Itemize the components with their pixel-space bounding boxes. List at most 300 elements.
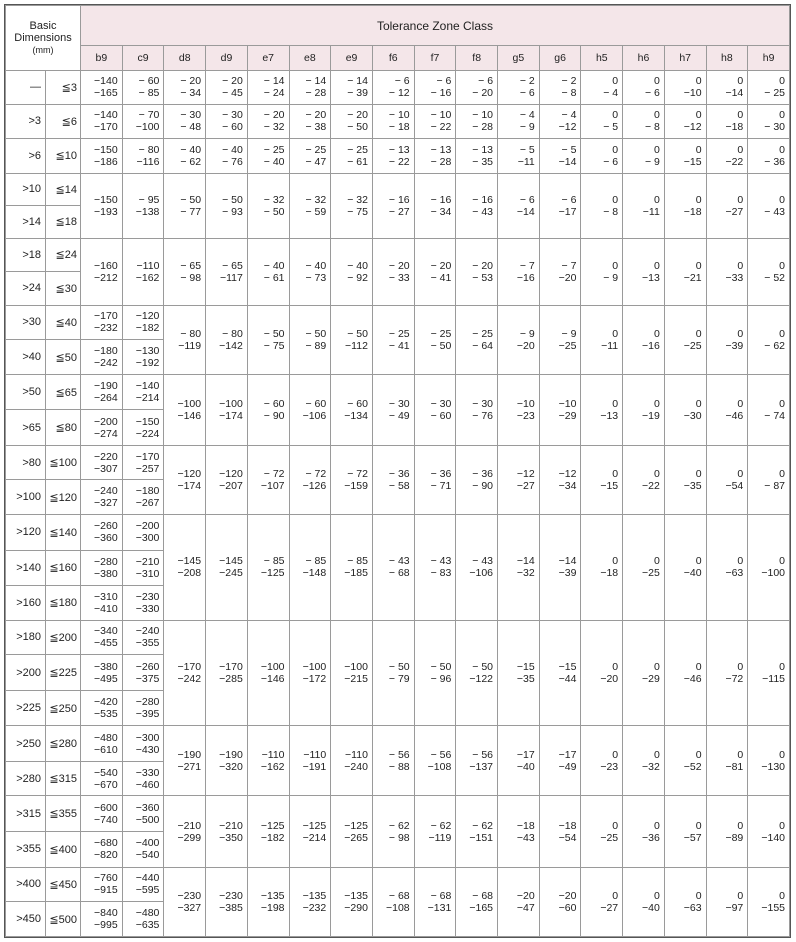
lower-deviation: − 68: [388, 567, 410, 580]
b9-value: [81, 410, 123, 446]
upper-deviation: − 13: [388, 143, 410, 156]
e8-value: [289, 620, 331, 726]
lower-deviation: −32: [516, 567, 535, 580]
lower-deviation: −193: [94, 205, 118, 218]
upper-deviation: −180: [135, 485, 160, 498]
upper-deviation: 0: [779, 467, 785, 480]
upper-deviation: − 4: [519, 109, 535, 122]
lower-deviation: −242: [94, 357, 118, 370]
upper-deviation: −200: [94, 415, 118, 428]
b9-value: [81, 796, 123, 832]
upper-deviation: 0: [737, 193, 744, 206]
lower-deviation: −81: [725, 760, 744, 773]
h8-value: [706, 173, 748, 238]
h8-value: [706, 238, 748, 305]
f8-value: [456, 104, 498, 139]
dimension-upto: ≦225: [46, 655, 81, 691]
upper-deviation: − 30: [472, 397, 494, 410]
h7-value: [664, 620, 706, 726]
upper-deviation: − 60: [138, 75, 160, 88]
d9-value: [206, 867, 248, 936]
upper-deviation: −125: [302, 819, 327, 832]
upper-deviation: −100: [344, 661, 368, 674]
upper-deviation: 0: [654, 75, 660, 88]
c9-value: [122, 238, 164, 305]
table-row: [6, 867, 790, 902]
lower-deviation: − 71: [430, 479, 452, 492]
upper-deviation: − 6: [436, 75, 452, 88]
upper-deviation: −120: [177, 467, 202, 480]
lower-deviation: −212: [94, 271, 118, 284]
lower-deviation: −29: [642, 673, 660, 686]
e9-value: [331, 139, 373, 174]
upper-deviation: − 36: [430, 467, 452, 480]
h7-value: [664, 71, 706, 105]
lower-deviation: − 50: [347, 121, 368, 134]
upper-deviation: − 30: [388, 397, 410, 410]
c9-value: [122, 104, 164, 139]
h7-value: [664, 445, 706, 514]
upper-deviation: − 36: [388, 467, 410, 480]
upper-deviation: −15: [558, 661, 577, 674]
e7-value: [247, 173, 289, 238]
upper-deviation: 0: [612, 327, 619, 340]
lower-deviation: − 40: [263, 155, 285, 168]
upper-deviation: −210: [135, 555, 160, 568]
lower-deviation: − 53: [472, 271, 494, 284]
dimension-over: >24: [6, 272, 46, 306]
lower-deviation: −108: [385, 901, 410, 914]
f6-value: [372, 867, 414, 936]
e7-value: [247, 620, 289, 726]
upper-deviation: − 30: [222, 109, 243, 122]
e7-value: [247, 445, 289, 514]
lower-deviation: − 24: [263, 87, 285, 100]
e8-value: [289, 796, 331, 867]
dimension-over: >200: [6, 655, 46, 691]
lower-deviation: −257: [135, 462, 160, 475]
d8-value: [164, 867, 206, 936]
upper-deviation: 0: [779, 109, 785, 122]
upper-deviation: − 40: [347, 259, 368, 272]
dimension-over: >10: [6, 173, 46, 206]
h5-value: [581, 238, 623, 305]
f7-value: [414, 726, 456, 796]
upper-deviation: − 20: [305, 109, 327, 122]
lower-deviation: −15: [683, 155, 702, 168]
upper-deviation: − 85: [263, 555, 285, 568]
lower-deviation: −162: [260, 760, 285, 773]
lower-deviation: − 90: [472, 479, 494, 492]
lower-deviation: −13: [600, 409, 619, 422]
h8-value: [706, 867, 748, 936]
dimension-over: >3: [6, 104, 46, 139]
upper-deviation: −20: [558, 889, 577, 902]
upper-deviation: −100: [302, 661, 327, 674]
lower-deviation: − 79: [388, 673, 410, 686]
h5-value: [581, 515, 623, 621]
table-row: [6, 71, 790, 105]
lower-deviation: − 75: [347, 205, 368, 218]
lower-deviation: −174: [219, 409, 243, 422]
upper-deviation: − 30: [430, 397, 452, 410]
h9-value: [748, 726, 790, 796]
class-header-e7: e7: [247, 46, 289, 71]
e8-value: [289, 305, 331, 374]
dimension-over: >40: [6, 340, 46, 375]
f7-value: [414, 139, 456, 174]
d9-value: [206, 374, 248, 445]
b9-value: [81, 71, 123, 105]
lower-deviation: −54: [725, 479, 744, 492]
upper-deviation: − 25: [430, 327, 452, 340]
lower-deviation: − 92: [347, 271, 368, 284]
lower-deviation: −410: [94, 602, 118, 615]
g5-value: [498, 796, 540, 867]
lower-deviation: −355: [135, 637, 160, 650]
upper-deviation: 0: [654, 109, 660, 122]
upper-deviation: −160: [94, 259, 118, 272]
lower-deviation: − 89: [305, 339, 327, 352]
dimension-over: >225: [6, 690, 46, 726]
h8-value: [706, 71, 748, 105]
upper-deviation: −480: [94, 731, 118, 744]
dimension-upto: ≦65: [46, 374, 81, 410]
upper-deviation: −360: [135, 801, 160, 814]
c9-value: [122, 305, 164, 340]
upper-deviation: −135: [260, 889, 285, 902]
lower-deviation: −182: [260, 831, 285, 844]
upper-deviation: − 6: [561, 193, 577, 206]
f6-value: [372, 374, 414, 445]
h7-value: [664, 104, 706, 139]
lower-deviation: − 36: [764, 155, 785, 168]
f7-value: [414, 796, 456, 867]
lower-deviation: −140: [761, 831, 785, 844]
e8-value: [289, 726, 331, 796]
upper-deviation: − 62: [388, 819, 410, 832]
dimension-upto: ≦140: [46, 515, 81, 551]
g6-value: [539, 238, 581, 305]
upper-deviation: −240: [94, 485, 118, 498]
upper-deviation: − 20: [430, 259, 452, 272]
upper-deviation: 0: [695, 327, 702, 340]
lower-deviation: −11: [517, 155, 535, 168]
g5-value: [498, 104, 540, 139]
upper-deviation: −14: [558, 555, 577, 568]
f6-value: [372, 515, 414, 621]
upper-deviation: −340: [94, 625, 118, 638]
lower-deviation: − 75: [263, 339, 285, 352]
upper-deviation: − 32: [347, 193, 368, 206]
lower-deviation: − 38: [305, 121, 327, 134]
f8-value: [456, 173, 498, 238]
lower-deviation: − 8: [603, 205, 619, 218]
lower-deviation: −285: [219, 673, 243, 686]
lower-deviation: −60: [558, 901, 577, 914]
lower-deviation: −46: [683, 673, 702, 686]
upper-deviation: −210: [177, 819, 202, 832]
lower-deviation: − 88: [388, 760, 410, 773]
dimension-upto: ≦400: [46, 832, 81, 868]
class-header-f6: f6: [372, 46, 414, 71]
f8-value: [456, 796, 498, 867]
f8-value: [456, 445, 498, 514]
lower-deviation: −19: [642, 409, 660, 422]
upper-deviation: 0: [695, 889, 702, 902]
f7-value: [414, 515, 456, 621]
f7-value: [414, 173, 456, 238]
upper-deviation: 0: [654, 555, 660, 568]
lower-deviation: −40: [642, 901, 660, 914]
lower-deviation: −34: [558, 479, 577, 492]
f8-value: [456, 139, 498, 174]
g5-value: [498, 374, 540, 445]
lower-deviation: − 83: [430, 567, 452, 580]
lower-deviation: −63: [683, 901, 702, 914]
upper-deviation: −190: [177, 748, 202, 761]
upper-deviation: − 40: [263, 259, 285, 272]
upper-deviation: −120: [219, 467, 243, 480]
upper-deviation: −150: [94, 193, 118, 206]
d8-value: [164, 305, 206, 374]
g6-value: [539, 726, 581, 796]
upper-deviation: 0: [612, 143, 619, 156]
lower-deviation: −395: [135, 708, 160, 721]
lower-deviation: −14: [516, 205, 535, 218]
upper-deviation: − 50: [180, 193, 202, 206]
upper-deviation: − 14: [305, 75, 327, 88]
lower-deviation: −20: [600, 673, 619, 686]
d9-value: [206, 445, 248, 514]
h6-value: [623, 305, 665, 374]
class-header-g6: g6: [539, 46, 581, 71]
upper-deviation: − 72: [263, 467, 285, 480]
h7-value: [664, 374, 706, 445]
e9-value: [331, 726, 373, 796]
lower-deviation: −182: [135, 322, 160, 335]
g6-value: [539, 515, 581, 621]
table-row: [6, 445, 790, 480]
dimension-upto: ≦30: [46, 272, 81, 306]
upper-deviation: − 43: [388, 555, 410, 568]
upper-deviation: −14: [516, 555, 535, 568]
dimension-upto: ≦160: [46, 550, 81, 586]
c9-value: [122, 902, 164, 937]
lower-deviation: −214: [302, 831, 327, 844]
b9-value: [81, 550, 123, 586]
lower-deviation: −232: [94, 322, 118, 335]
lower-deviation: − 6: [644, 87, 660, 100]
c9-value: [122, 796, 164, 832]
g5-value: [498, 238, 540, 305]
lower-deviation: −455: [94, 637, 118, 650]
e9-value: [331, 238, 373, 305]
e9-value: [331, 445, 373, 514]
lower-deviation: −15: [600, 479, 619, 492]
lower-deviation: −131: [427, 901, 452, 914]
lower-deviation: −137: [469, 760, 494, 773]
lower-deviation: −159: [344, 479, 368, 492]
upper-deviation: −130: [135, 345, 160, 358]
upper-deviation: −480: [135, 907, 160, 920]
lower-deviation: −22: [642, 479, 660, 492]
upper-deviation: 0: [779, 748, 785, 761]
h5-value: [581, 305, 623, 374]
lower-deviation: −155: [761, 901, 785, 914]
upper-deviation: − 6: [478, 75, 494, 88]
upper-deviation: −17: [558, 748, 577, 761]
upper-deviation: 0: [612, 467, 619, 480]
lower-deviation: − 60: [430, 409, 452, 422]
table-row: [6, 139, 790, 174]
lower-deviation: − 62: [764, 339, 785, 352]
b9-value: [81, 586, 123, 621]
e9-value: [331, 867, 373, 936]
d8-value: [164, 173, 206, 238]
d9-value: [206, 104, 248, 139]
upper-deviation: −180: [94, 345, 118, 358]
upper-deviation: −330: [135, 766, 160, 779]
b9-value: [81, 139, 123, 174]
lower-deviation: −11: [601, 339, 619, 352]
upper-deviation: −400: [135, 837, 160, 850]
dimension-upto: ≦450: [46, 867, 81, 902]
lower-deviation: −119: [178, 339, 202, 352]
h5-value: [581, 173, 623, 238]
h5-value: [581, 71, 623, 105]
upper-deviation: 0: [779, 397, 785, 410]
h5-value: [581, 796, 623, 867]
h5-value: [581, 620, 623, 726]
upper-deviation: − 50: [472, 661, 494, 674]
lower-deviation: −535: [94, 708, 118, 721]
c9-value: [122, 139, 164, 174]
lower-deviation: −22: [725, 155, 744, 168]
upper-deviation: − 30: [180, 109, 202, 122]
dimension-over: >14: [6, 206, 46, 239]
f7-value: [414, 867, 456, 936]
dimension-upto: ≦120: [46, 480, 81, 515]
lower-deviation: − 6: [519, 87, 535, 100]
lower-deviation: −146: [260, 673, 285, 686]
lower-deviation: − 35: [472, 155, 494, 168]
lower-deviation: −106: [469, 567, 494, 580]
upper-deviation: −170: [94, 310, 118, 323]
d8-value: [164, 620, 206, 726]
f8-value: [456, 620, 498, 726]
lower-deviation: −192: [135, 357, 160, 370]
lower-deviation: −27: [600, 901, 619, 914]
class-header-h5: h5: [581, 46, 623, 71]
upper-deviation: −300: [135, 731, 160, 744]
lower-deviation: −460: [135, 778, 160, 791]
lower-deviation: −100: [135, 121, 160, 134]
lower-deviation: − 52: [764, 271, 785, 284]
h8-value: [706, 515, 748, 621]
upper-deviation: − 80: [180, 327, 202, 340]
upper-deviation: − 62: [472, 819, 494, 832]
h5-value: [581, 104, 623, 139]
b9-value: [81, 173, 123, 238]
dimension-upto: ≦24: [46, 238, 81, 272]
upper-deviation: − 56: [472, 748, 494, 761]
h7-value: [664, 238, 706, 305]
lower-deviation: −327: [177, 901, 202, 914]
lower-deviation: −47: [516, 901, 535, 914]
d8-value: [164, 104, 206, 139]
b9-value: [81, 867, 123, 902]
class-header-b9: b9: [81, 46, 123, 71]
h5-value: [581, 726, 623, 796]
lower-deviation: −57: [683, 831, 702, 844]
lower-deviation: −35: [683, 479, 702, 492]
h9-value: [748, 139, 790, 174]
upper-deviation: 0: [737, 109, 744, 122]
upper-deviation: −200: [135, 520, 160, 533]
e9-value: [331, 620, 373, 726]
table-row: [6, 374, 790, 410]
lower-deviation: − 45: [222, 87, 243, 100]
lower-deviation: −16: [516, 271, 535, 284]
h9-value: [748, 71, 790, 105]
upper-deviation: − 6: [394, 75, 410, 88]
upper-deviation: 0: [737, 555, 744, 568]
upper-deviation: 0: [737, 748, 744, 761]
upper-deviation: − 68: [388, 889, 410, 902]
lower-deviation: − 9: [519, 121, 535, 134]
upper-deviation: 0: [737, 75, 744, 88]
lower-deviation: −18: [683, 205, 702, 218]
g6-value: [539, 305, 581, 374]
lower-deviation: −52: [683, 760, 702, 773]
b9-value: [81, 515, 123, 551]
d8-value: [164, 796, 206, 867]
lower-deviation: −40: [516, 760, 535, 773]
f8-value: [456, 867, 498, 936]
lower-deviation: − 59: [305, 205, 327, 218]
upper-deviation: − 70: [138, 109, 160, 122]
lower-deviation: −495: [94, 672, 118, 685]
upper-deviation: −230: [219, 889, 243, 902]
table-row: [6, 173, 790, 206]
upper-deviation: 0: [654, 819, 660, 832]
lower-deviation: − 34: [180, 87, 202, 100]
g6-value: [539, 104, 581, 139]
c9-value: [122, 867, 164, 902]
d8-value: [164, 71, 206, 105]
upper-deviation: − 4: [561, 109, 577, 122]
c9-value: [122, 586, 164, 621]
g6-value: [539, 867, 581, 936]
upper-deviation: −135: [344, 889, 368, 902]
upper-deviation: 0: [695, 75, 702, 88]
h6-value: [623, 796, 665, 867]
lower-deviation: −138: [135, 205, 160, 218]
lower-deviation: −267: [135, 497, 160, 510]
dim-header-line1: Basic: [29, 20, 57, 32]
lower-deviation: − 20: [472, 87, 494, 100]
h6-value: [623, 726, 665, 796]
lower-deviation: −107: [260, 479, 285, 492]
dimension-upto: ≦500: [46, 902, 81, 937]
lower-deviation: − 50: [430, 339, 452, 352]
lower-deviation: − 28: [305, 87, 327, 100]
lower-deviation: − 28: [472, 121, 494, 134]
dimension-over: >355: [6, 832, 46, 868]
b9-value: [81, 726, 123, 762]
upper-deviation: 0: [612, 555, 619, 568]
